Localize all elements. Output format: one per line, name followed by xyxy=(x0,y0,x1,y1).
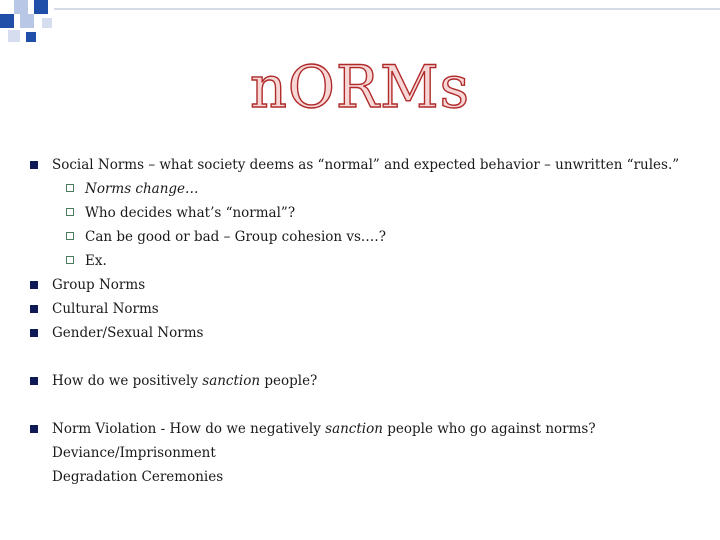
continuation-text: Deviance/Imprisonment xyxy=(52,445,216,461)
hollow-square-bullet-icon xyxy=(66,184,74,192)
filled-square-bullet-icon xyxy=(30,281,38,289)
emphasis-text: sanction xyxy=(325,421,383,437)
bullet-text: Social Norms – what society deems as “normal” and expected behavior – unwritten “rules.” xyxy=(52,157,680,173)
text-segment: How do we positively xyxy=(52,373,203,389)
bullet-text: Group Norms xyxy=(52,277,146,293)
filled-square-bullet-icon xyxy=(30,377,38,385)
filled-square-bullet-icon xyxy=(30,329,38,337)
hollow-square-bullet-icon xyxy=(66,208,74,216)
filled-square-bullet-icon xyxy=(30,425,38,433)
bullet-text: Cultural Norms xyxy=(52,301,159,317)
emphasis-text: sanction xyxy=(202,373,261,389)
sub-bullet-text: Can be good or bad – Group cohesion vs.…? xyxy=(85,229,386,245)
continuation-text: Degradation Ceremonies xyxy=(52,469,224,485)
text-segment: people who go against norms? xyxy=(382,421,596,437)
bullet-text: Gender/Sexual Norms xyxy=(52,325,204,341)
hollow-square-bullet-icon xyxy=(66,232,74,240)
bullet-text xyxy=(52,418,596,440)
text-segment: people? xyxy=(260,373,318,389)
text-segment: Norm Violation - How do we negatively xyxy=(52,421,326,437)
hollow-square-bullet-icon xyxy=(66,256,74,264)
sub-bullet-text: Ex. xyxy=(85,253,107,269)
filled-square-bullet-icon xyxy=(30,161,38,169)
sub-bullet-text: Norms change… xyxy=(85,181,199,197)
bullet-text xyxy=(52,370,317,392)
slide-title-text: nORMs xyxy=(250,53,470,114)
sub-bullet-text: Who decides what’s “normal”? xyxy=(85,205,296,221)
filled-square-bullet-icon xyxy=(30,305,38,313)
